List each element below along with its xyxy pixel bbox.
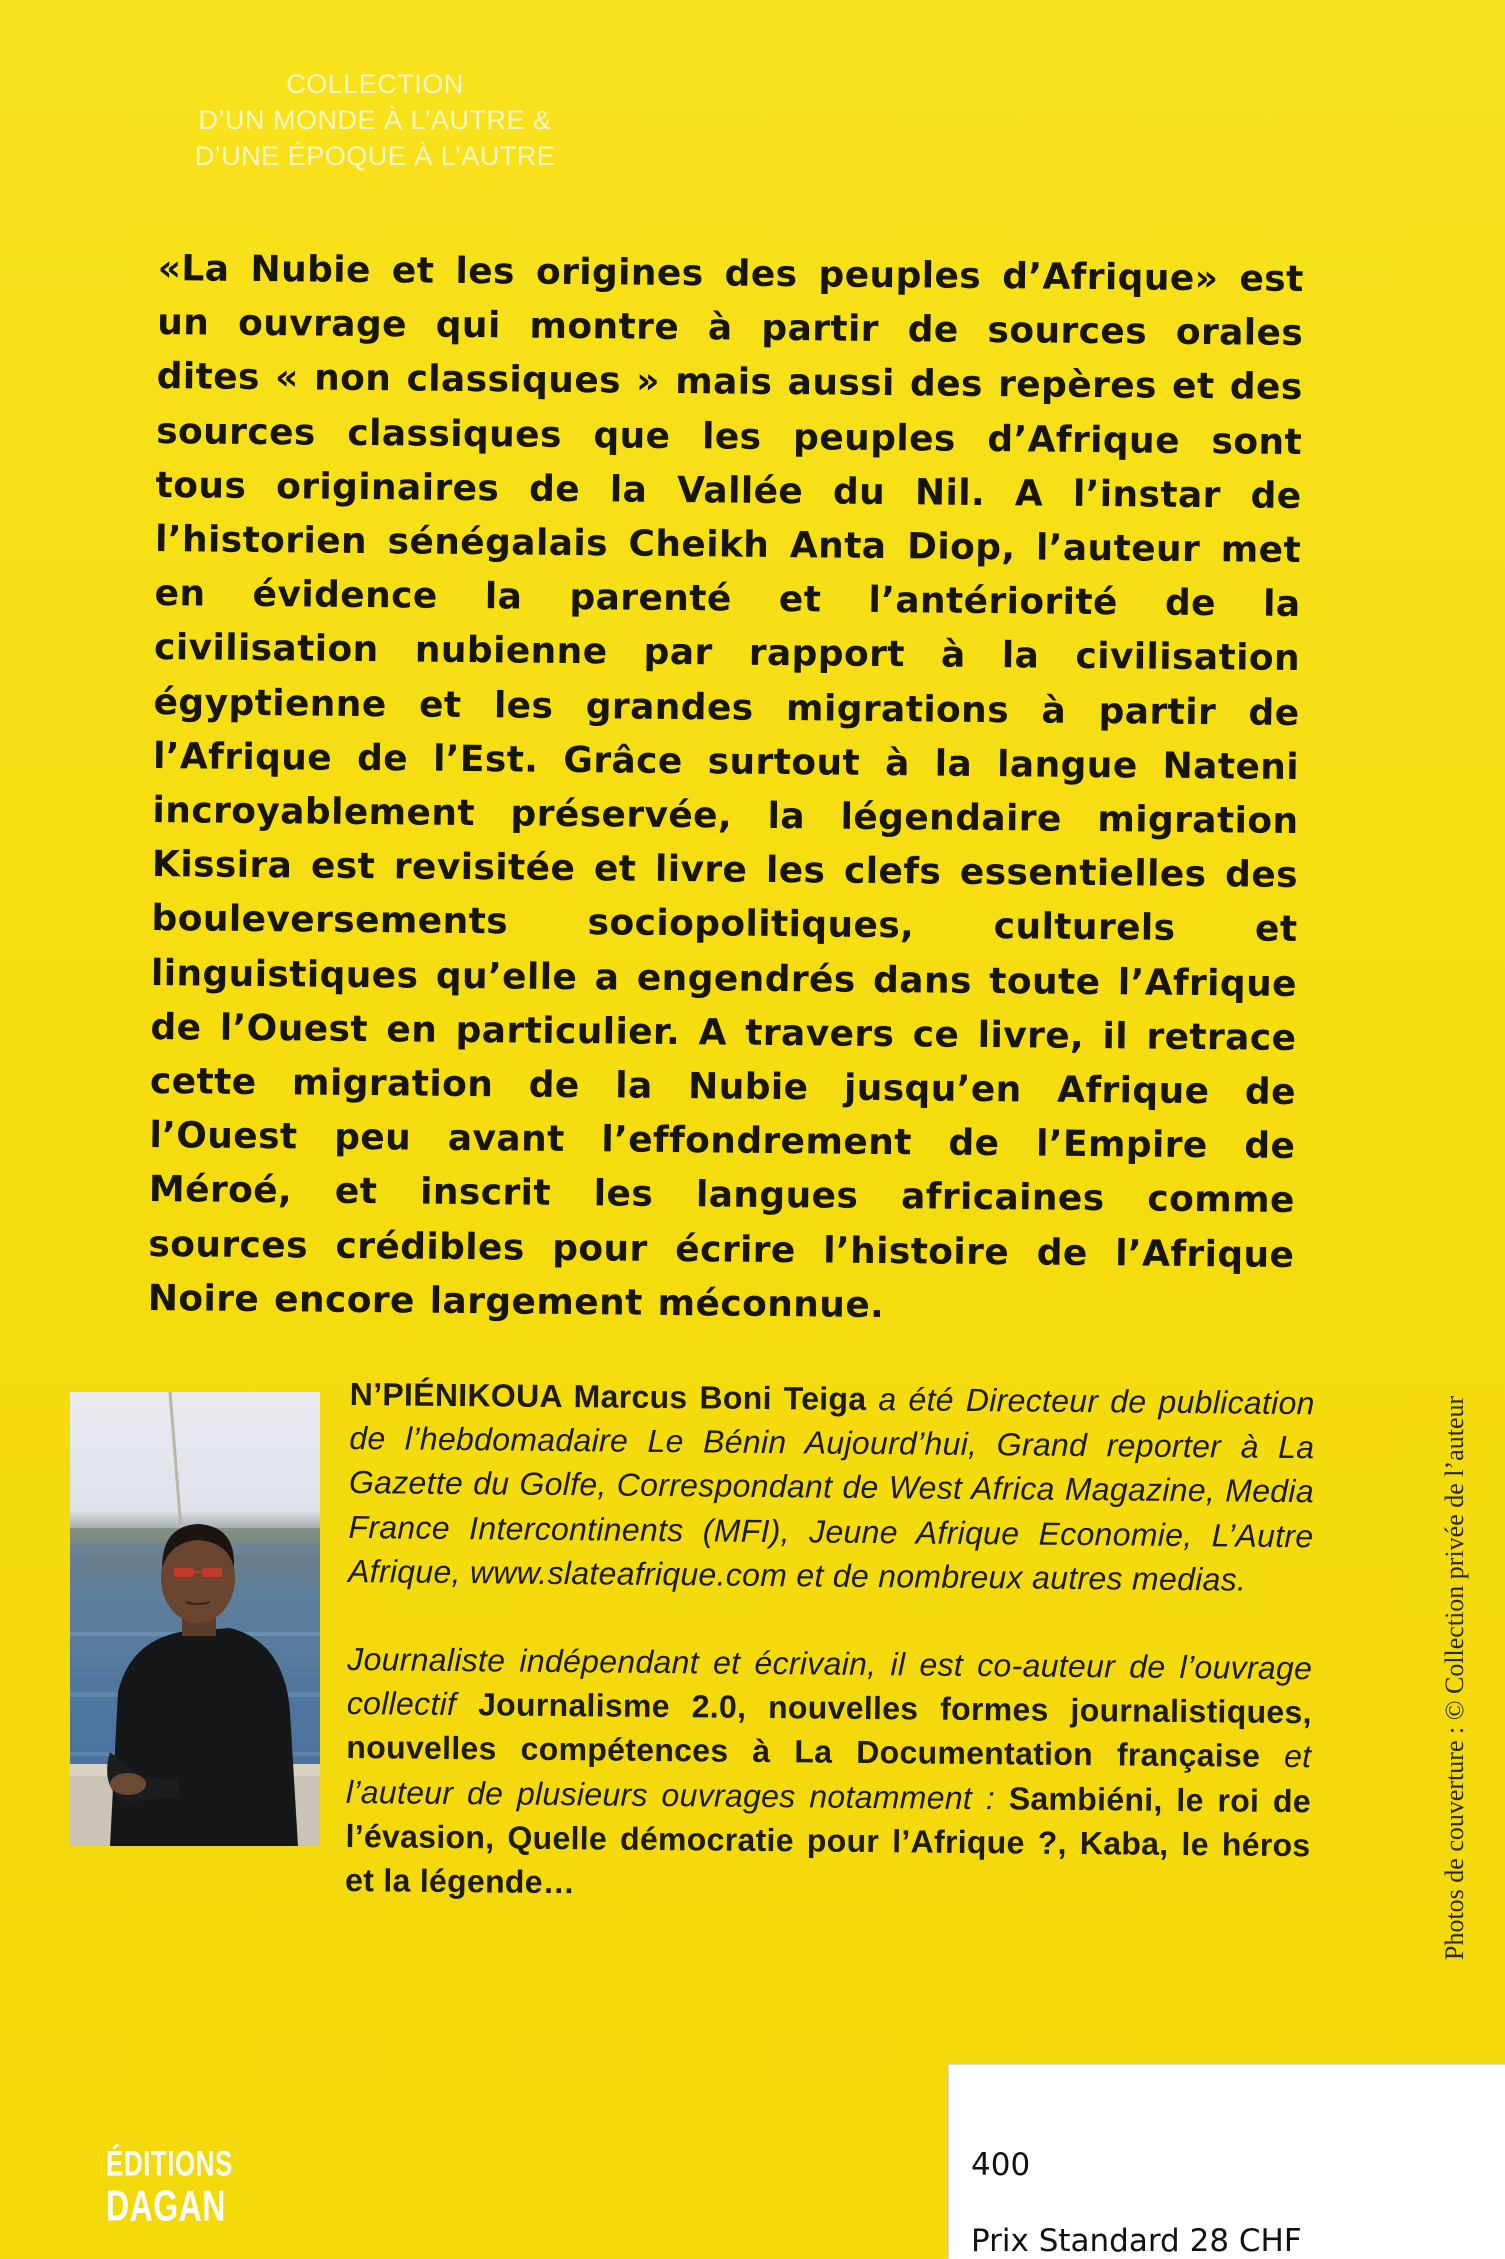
author-photo [70, 1392, 320, 1846]
author-biography [345, 1372, 1315, 1911]
photo-credit: Photos de couverture : © Collection privée de l’auteur [1440, 1395, 1469, 1960]
author-bio-paragraph-1 [348, 1372, 1315, 1602]
collection-line: D’UNE ÉPOQUE À L’AUTRE [194, 141, 556, 171]
author-bio-intro: Journaliste indépendant et écrivain, il est co-auteur de l’ouvrage collectif [346, 1641, 1313, 1723]
publisher-line-1: ÉDITIONS [106, 2143, 233, 2184]
author-book-titles: Sambiéni, le roi de l’évasion, Quelle démocratie pour l’Afrique ?, Kaba, le héros et la légende… [344, 1779, 1312, 1901]
publisher-line-2: DAGAN [106, 2181, 226, 2230]
collection-line: COLLECTION [286, 69, 464, 99]
author-name: N’PIÉNIKOUA Marcus Boni Teiga [349, 1375, 867, 1417]
collective-book-title: Journalisme 2.0, nouvelles formes journalistiques, nouvelles compétences à La Documentation française [346, 1686, 1312, 1775]
author-bio-text: a été Directeur de publication de l’hebdomadaire Le Bénin Aujourd’hui, Grand reporter à La Gazette du Golfe, Correspondant de West Africa Magazine, Media France Intercontinents (MFI), Jeune Afrique Economie, L’Autre Afrique, www.slateafrique.com et de nombreux autres medias. [347, 1380, 1315, 1598]
price-sticker [948, 2064, 1505, 2259]
sticker-number: 400 [971, 2147, 1031, 2183]
collection-line: D’UN MONDE À L’AUTRE & [198, 105, 552, 135]
author-bio-paragraph-2 [345, 1637, 1313, 1911]
author-photo-illustration [70, 1392, 320, 1846]
collection-heading [140, 66, 610, 174]
publisher-logo [106, 2143, 266, 2230]
book-summary: «La Nubie et les origines des peuples d’Afrique» est un ouvrage qui montre à partir de sources orales dites « non classiques » mais aussi des repères et des sources classiques que les peuples d’Afrique sont tous originaires de la Vallée du Nil. A l’instar de l’historien sénégalais Cheikh Anta Diop, l’auteur met en évidence la parenté et l’antériorité de la civilisation nubienne par rapport à la civilisation égyptienne et les grandes migrations à partir de l’Afrique de l’Est. Grâce surtout à la langue Nateni incroyablement préservée, la légendaire migration Kissira est revisitée et livre les clefs essentielles des bouleversements sociopolitiques, culturels et linguistiques qu’elle a engendrés dans toute l’Afrique de l’Ouest en particulier. A travers ce livre, il retrace cette migration de la Nubie jusqu’en Afrique de l’Ouest peu avant l’effondrement de l’Empire de Méroé, et inscrit les langues africaines comme sources crédibles pour écrire l’histoire de l’Afrique Noire encore largement méconnue. [147, 247, 1304, 1326]
sticker-price: Prix Standard 28 CHF [971, 2223, 1302, 2259]
author-bio-mid: et l’auteur de plusieurs ouvrages notamment : [345, 1738, 1312, 1816]
